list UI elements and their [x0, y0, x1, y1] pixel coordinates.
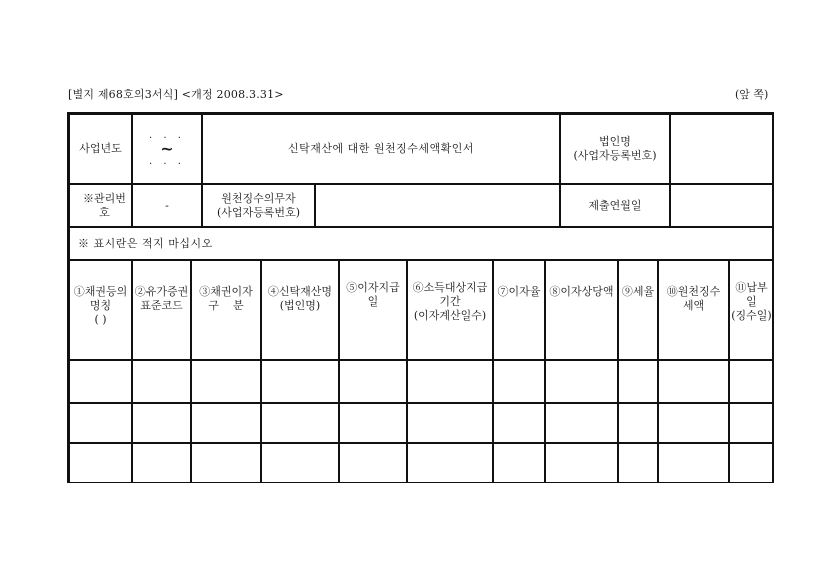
column-header-line2: 일 — [367, 295, 379, 308]
business-year-label — [69, 114, 132, 184]
notice-row — [69, 227, 774, 260]
column-header-line1: ③채권이자 — [199, 285, 253, 298]
table-cell[interactable] — [545, 403, 618, 443]
table-cell[interactable] — [407, 443, 493, 483]
column-header-interest-rate — [493, 260, 545, 360]
table-cell[interactable] — [407, 360, 493, 403]
notice-text: ※ 표시란은 적지 마십시오 — [78, 236, 213, 250]
table-cell[interactable] — [191, 443, 261, 483]
column-header-line2: 표준코드 — [140, 299, 183, 312]
column-header-line3: ( ) — [94, 313, 107, 326]
column-header-line2: (법인명) — [279, 299, 321, 312]
corporation-regno-text: (사업자등록번호) — [573, 149, 657, 162]
column-header-line2: 기간 — [439, 295, 461, 308]
table-cell[interactable] — [729, 360, 774, 403]
table-cell[interactable] — [658, 403, 729, 443]
table-cell[interactable] — [493, 403, 545, 443]
column-header-line1: ⑨세율 — [621, 285, 655, 298]
page-side-label: (앞 쪽) — [735, 88, 769, 101]
withholding-tax-form — [67, 112, 774, 483]
period-start-dots: . . . — [149, 130, 185, 141]
table-cell[interactable] — [132, 443, 191, 483]
table-cell[interactable] — [658, 443, 729, 483]
table-cell[interactable] — [493, 360, 545, 403]
table-cell[interactable] — [261, 360, 339, 403]
table-cell[interactable] — [729, 443, 774, 483]
table-cell[interactable] — [407, 403, 493, 443]
column-header-interest-amount — [545, 260, 618, 360]
corporation-name-label — [560, 114, 670, 184]
table-cell[interactable] — [339, 443, 407, 483]
management-number-field[interactable] — [132, 184, 202, 227]
column-header-income-period — [407, 260, 493, 360]
table-cell[interactable] — [618, 360, 658, 403]
table-cell[interactable] — [339, 403, 407, 443]
management-number-text: ※관리번호 — [83, 191, 126, 219]
table-cell[interactable] — [618, 443, 658, 483]
table-cell[interactable] — [545, 443, 618, 483]
management-number-dash: - — [165, 198, 169, 212]
column-header-line1: ⑩원천징수 — [666, 285, 721, 298]
column-header-line2: 세액 — [682, 299, 705, 312]
submission-date-label — [560, 184, 670, 227]
submission-date-text: 제출연월일 — [588, 198, 642, 212]
table-cell[interactable] — [69, 360, 132, 403]
submission-date-field[interactable] — [670, 184, 774, 227]
column-header-tax-rate — [618, 260, 658, 360]
corporation-name-text: 법인명 — [599, 135, 631, 148]
table-cell[interactable] — [191, 360, 261, 403]
column-header-line1: ⑥소득대상지급 — [412, 281, 488, 294]
column-header-bond-name — [69, 260, 132, 360]
table-cell[interactable] — [493, 443, 545, 483]
table-cell[interactable] — [545, 360, 618, 403]
table-cell[interactable] — [69, 403, 132, 443]
form-number: [별지 제68호의3서식] <개정 2008.3.31> — [68, 88, 284, 101]
column-header-security-code — [132, 260, 191, 360]
column-header-interest-type — [191, 260, 261, 360]
management-number-label — [69, 184, 132, 227]
withholding-agent-text: 원천징수의무자 — [221, 191, 296, 205]
column-header-line2: 명칭 — [89, 299, 112, 312]
column-header-payment-date — [729, 260, 774, 360]
table-cell[interactable] — [658, 360, 729, 403]
column-header-line1: ⑦이자율 — [497, 285, 541, 298]
column-header-line1: ④신탁재산명 — [267, 285, 333, 298]
column-header-line1: ⑤이자지급 — [346, 281, 400, 294]
column-header-line2: 일 — [746, 295, 757, 308]
form-title-text: 신탁재산에 대한 원천징수세액확인서 — [287, 142, 474, 155]
column-header-line1: ⑧이자상당액 — [549, 285, 614, 298]
table-cell[interactable] — [132, 403, 191, 443]
column-header-line2: 구 분 — [208, 299, 244, 312]
table-cell[interactable] — [261, 403, 339, 443]
column-header-trust-name — [261, 260, 339, 360]
column-header-line1: ②유가증권 — [134, 285, 189, 298]
business-year-text: 사업년도 — [79, 142, 122, 155]
table-cell[interactable] — [132, 360, 191, 403]
withholding-agent-label — [202, 184, 315, 227]
column-header-withholding-tax — [658, 260, 729, 360]
column-header-line1: ①채권등의 — [73, 285, 128, 298]
business-year-period[interactable] — [132, 114, 202, 184]
period-end-dots: . . . — [149, 156, 185, 167]
column-header-interest-pay-date — [339, 260, 407, 360]
column-header-line3: (징수일) — [731, 309, 772, 322]
form-title — [202, 114, 560, 184]
withholding-agent-regno-text: (사업자등록번호) — [217, 205, 300, 219]
table-cell[interactable] — [261, 443, 339, 483]
column-header-line3: (이자계산일수) — [413, 309, 487, 322]
column-header-line1: ⑪납부 — [735, 281, 768, 294]
table-cell[interactable] — [339, 360, 407, 403]
corporation-name-field[interactable] — [670, 114, 774, 184]
table-cell[interactable] — [729, 403, 774, 443]
period-tilde: ~ — [160, 139, 174, 158]
table-cell[interactable] — [191, 403, 261, 443]
withholding-agent-field[interactable] — [315, 184, 560, 227]
table-cell[interactable] — [618, 403, 658, 443]
table-cell[interactable] — [69, 443, 132, 483]
